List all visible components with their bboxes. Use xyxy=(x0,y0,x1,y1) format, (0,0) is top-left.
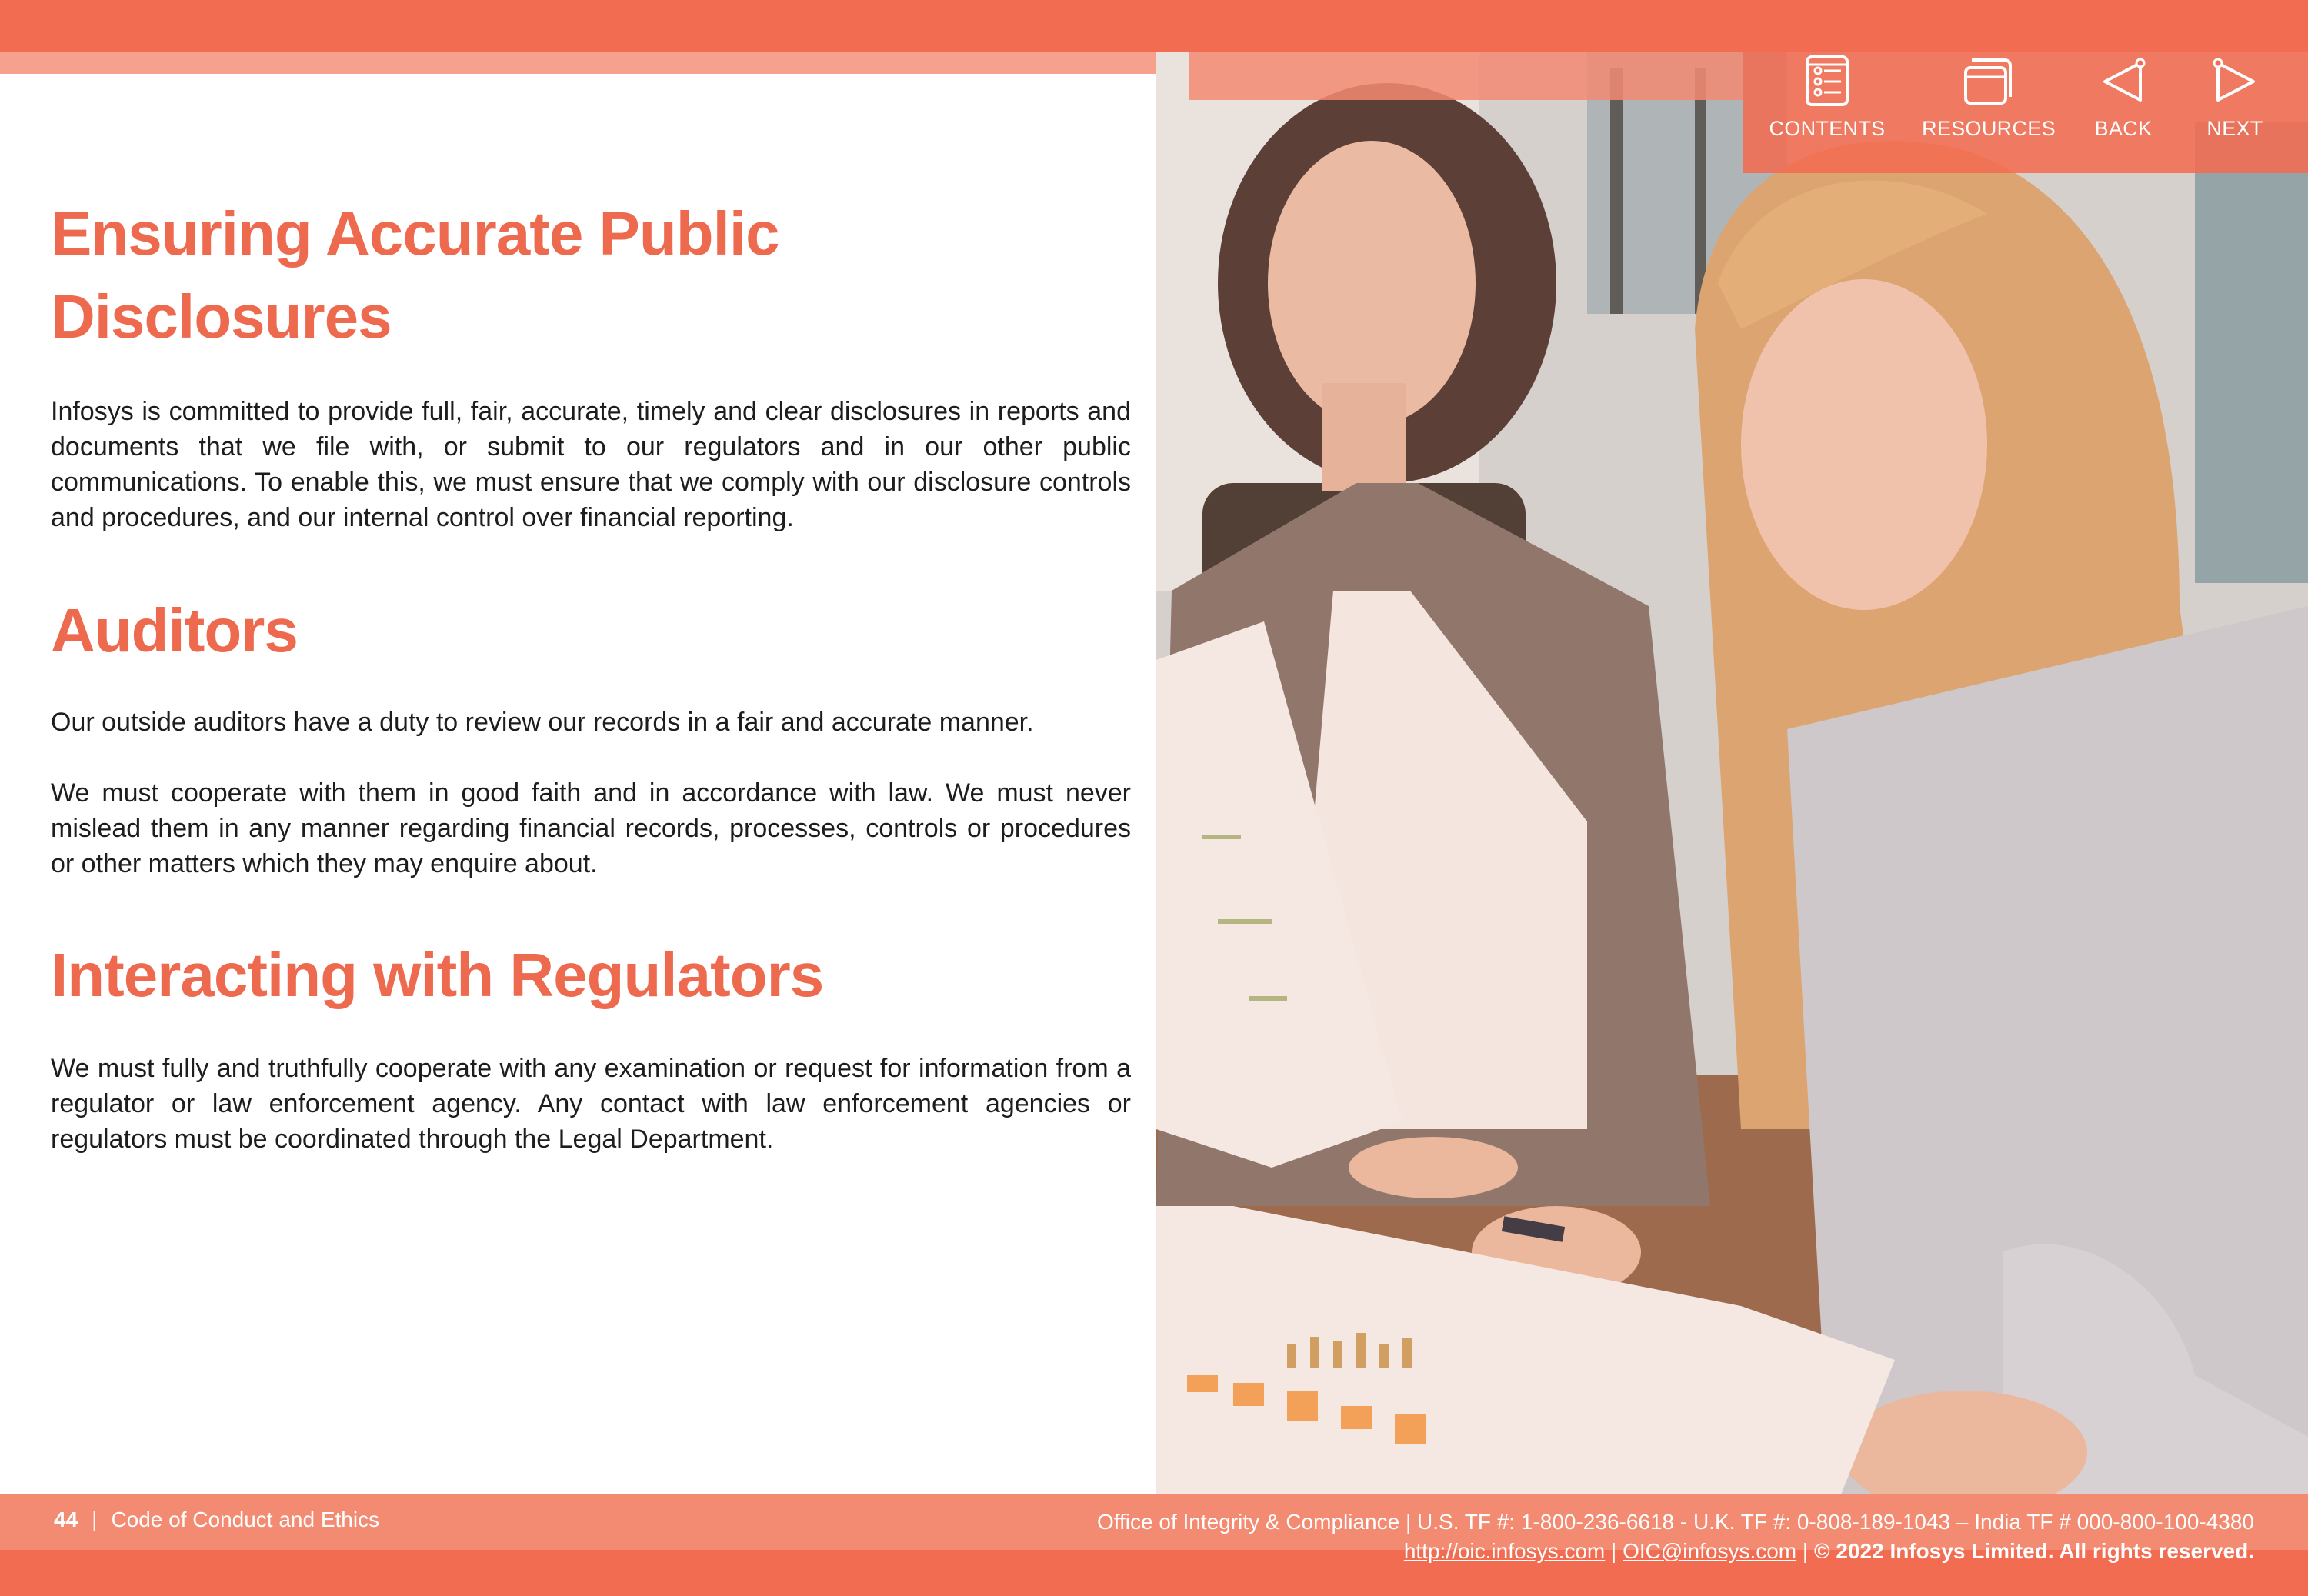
next-label: NEXT xyxy=(2206,117,2263,140)
next-button[interactable] xyxy=(2193,52,2277,173)
section-title-regulators: Interacting with Regulators xyxy=(51,941,824,1009)
section-title-auditors: Auditors xyxy=(51,596,298,665)
resources-button[interactable] xyxy=(1922,52,2056,173)
back-icon xyxy=(2099,54,2148,108)
photo-two-women-reviewing-reports xyxy=(1156,52,2308,1546)
page-number: 44 xyxy=(54,1508,78,1531)
contents-label: CONTENTS xyxy=(1769,117,1886,140)
section-title-public-disclosures: Ensuring Accurate Public Disclosures xyxy=(51,199,779,351)
nav-toolbar xyxy=(1743,52,2308,173)
top-accent-overlay xyxy=(1189,52,1743,100)
document-title: Code of Conduct and Ethics xyxy=(111,1508,380,1531)
photo-illustration xyxy=(1156,52,2308,1546)
footer-contact xyxy=(1097,1508,2254,1566)
resources-label: RESOURCES xyxy=(1922,117,2056,140)
section-paragraph: Our outside auditors have a duty to review our records in a fair and accurate manner. xyxy=(51,708,1034,737)
footer-pipe: | xyxy=(1796,1539,1814,1563)
section-paragraph: Infosys is committed to provide full, fair, accurate, timely and clear disclosures in reports and documents that we file with, or submit to our regulators and in our other public communications. To enable this, we must ensure that we comply with our disclosure controls and procedures, and our internal control over financial reporting. xyxy=(51,397,1131,532)
footer-separator: | xyxy=(92,1508,98,1531)
back-label: BACK xyxy=(2094,117,2153,140)
contact-line: Office of Integrity & Compliance | U.S. TF #: 1-800-236-6618 - U.K. TF #: 0-808-189-1043 – India TF # 000-800-100-4380 xyxy=(1096,1510,2254,1534)
footer-pipe: | xyxy=(1605,1539,1623,1563)
section-paragraph: We must fully and truthfully cooperate with any examination or request for information from a regulator or law enforcement agency. Any contact with law enforcement agencies or regulators must be coordinated through the Legal Department. xyxy=(51,1054,1131,1154)
top-band xyxy=(0,0,2308,52)
contents-icon xyxy=(1804,54,1850,108)
resources-icon xyxy=(1961,54,2016,108)
footer-links-line xyxy=(1097,1537,2254,1566)
website-link[interactable]: http://oic.infosys.com xyxy=(1403,1539,1606,1563)
copyright-notice: © 2022 Infosys Limited. All rights reserved. xyxy=(1813,1539,2254,1563)
footer-page-info xyxy=(54,1508,379,1532)
main-content xyxy=(51,192,1131,1157)
section-paragraph: We must cooperate with them in good faith and in accordance with law. We must never mislead them in any manner regarding financial records, processes, controls or procedures or other matters which they may enquire about. xyxy=(51,778,1131,878)
contents-button[interactable] xyxy=(1769,52,1886,173)
next-icon xyxy=(2210,54,2260,108)
email-link[interactable]: OIC@infosys.com xyxy=(1623,1539,1797,1563)
back-button[interactable] xyxy=(2081,52,2166,173)
top-accent-strip xyxy=(0,52,1189,74)
